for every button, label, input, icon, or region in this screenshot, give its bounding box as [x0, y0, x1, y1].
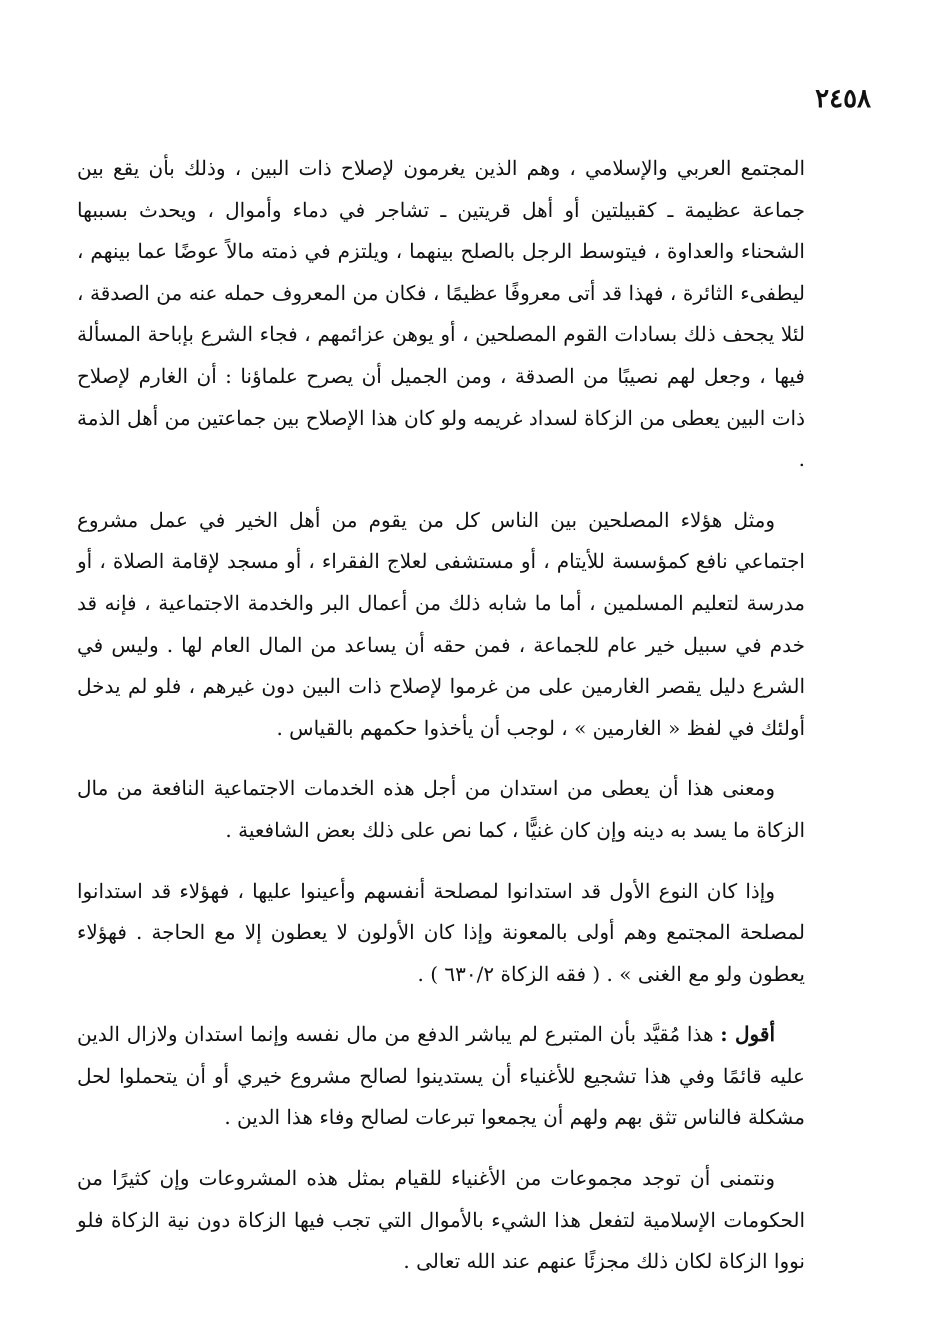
author-comment-lead: أقول :: [720, 1022, 775, 1047]
paragraph-social-projects: ومثل هؤلاء المصلحين بين الناس كل من يقوم من أهل الخير في عمل مشروع اجتماعي نافع كمؤسسة للأيتام ، أو مستشفى لعلاج الفقراء ، أو مسجد لإقامة الصلاة ، أو مدرسة لتعليم المسلمين ، أما ما شابه ذلك من أعمال البر والخدمة الاجتماعية ، فإنه قد خدم في سبيل خير عام للجماعة ، فمن حقه أن يساعد من المال العام لها . وليس في الشرع دليل يقصر الغارمين على من غرموا لإصلاح ذات البين دون غيرهم ، فلو لم يدخل أولئك في لفظ « الغارمين » ، لوجب أن يأخذوا حكمهم بالقياس .: [77, 507, 805, 740]
paragraph-gharimin-reconciliation: المجتمع العربي والإسلامي ، وهم الذين يغرمون لإصلاح ذات البين ، وذلك بأن يقع بين جماعة عظيمة ـ كقبيلتين أو أهل قريتين ـ تشاجر في دماء وأموال ، ويحدث بسببها الشحناء والعداوة ، فيتوسط الرجل بالصلح بينهما ، ويلتزم في ذمته مالاً عوضًا عما بينهم ، ليطفىء الثائرة ، فهذا قد أتى معروفًا عظيمًا ، فكان من المعروف حمله عنه من الصدقة ، لئلا يجحف ذلك بسادات القوم المصلحين ، أو يوهن عزائمهم ، فجاء الشرع بإباحة المسألة فيها ، وجعل لهم نصيبًا من الصدقة ، ومن الجميل أن يصرح علماؤنا : أن الغارم لإصلاح ذات البين يعطى من الزكاة لسداد غريمه ولو كان هذا الإصلاح بين جماعتين من أهل الذمة .: [77, 156, 805, 472]
document-body: [77, 148, 805, 1302]
paragraph-meaning: ومعنى هذا أن يعطى من استدان من أجل هذه الخدمات الاجتماعية النافعة من مال الزكاة ما يسد به دينه وإن كان غنيًّا ، كما نص على ذلك بعض الشافعية .: [77, 776, 805, 842]
page-number: ٢٤٥٨: [815, 84, 871, 114]
paragraph-author-comment: [77, 1014, 805, 1139]
paragraph-first-type: وإذا كان النوع الأول قد استدانوا لمصلحة أنفسهم وأعينوا عليها ، فهؤلاء قد استدانوا لمصلحة المجتمع وهم أولى بالمعونة وإذا كان الأولون لا يعطون إلا مع الحاجة . فهؤلاء يعطون ولو مع الغنى » . ( فقه الزكاة ٦٣٠/٢ ) .: [77, 878, 805, 986]
paragraph-wish: ونتمنى أن توجد مجموعات من الأغنياء للقيام بمثل هذه المشروعات وإن كثيرًا من الحكومات الإسلامية لتفعل هذا الشيء بالأموال التي تجب فيها الزكاة دون نية الزكاة فلو نووا الزكاة لكان ذلك مجزئًا عنهم عند الله تعالى .: [77, 1166, 805, 1274]
author-comment-text: هذا مُقيَّد بأن المتبرع لم يباشر الدفع من مال نفسه وإنما استدان ولازال الدين عليه قائمًا وفي هذا تشجيع للأغنياء أن يستدينوا لصالح مشروع خيري أو أن يتحملوا لحل مشكلة فالناس تثق بهم ولهم أن يجمعوا تبرعات لصالح وفاء هذا الدين .: [77, 1022, 805, 1130]
